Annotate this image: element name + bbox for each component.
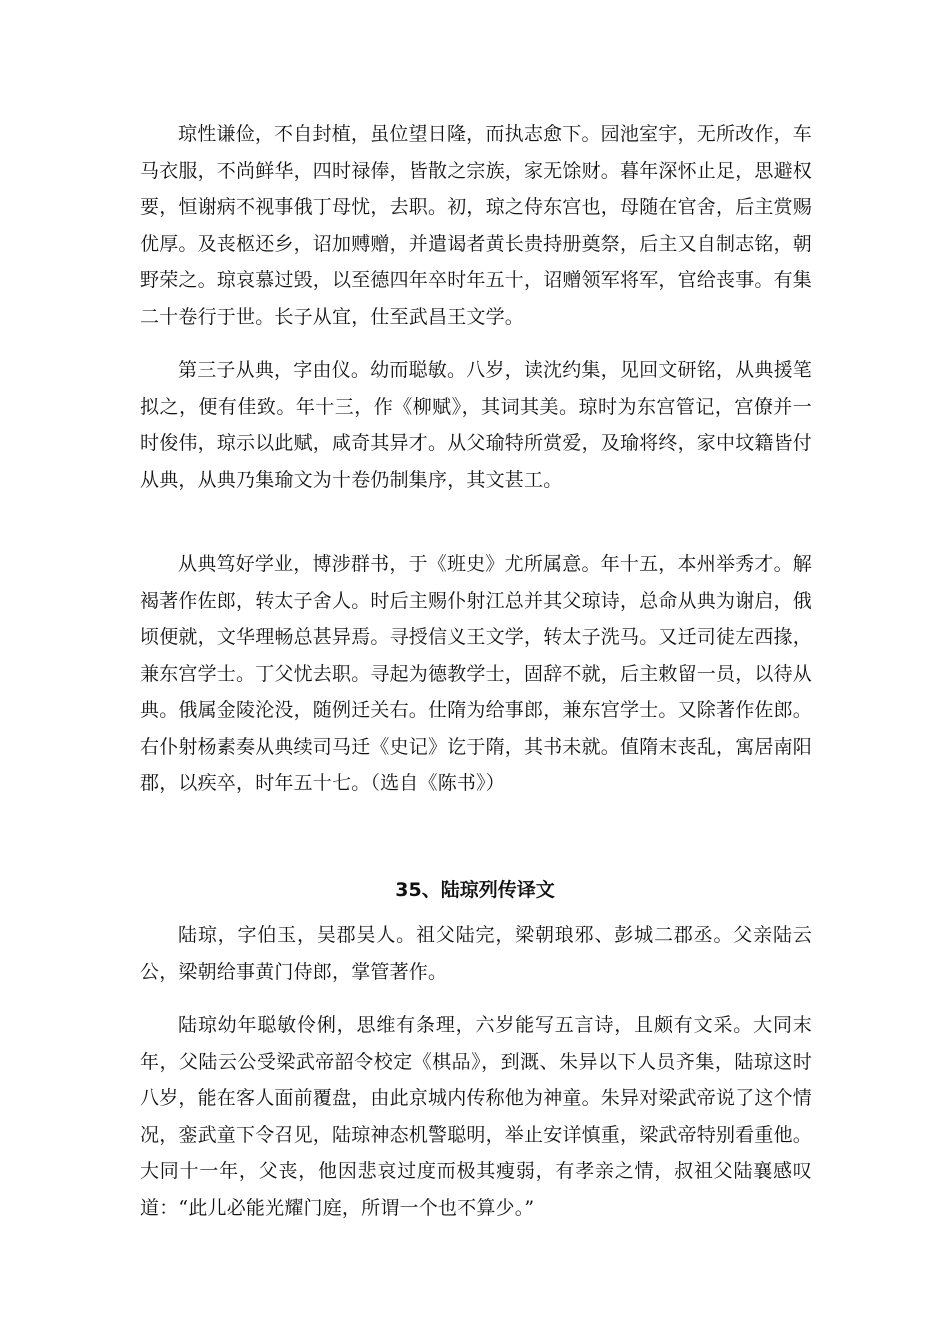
original-paragraph-3: 从典笃好学业，博涉群书，于《班史》尤所属意。年十五，本州举秀才。解褐著作佐郎，转太子舍人。时后主赐仆射江总并其父琼诗，总命从典为谢启，俄顷便就，文华理畅总甚异焉。寻授信义王文学，转太子洗马。又迁司徒左西掾，兼东宫学士。丁父忧去职。寻起为德教学士，固辞不就，后主敕留一员，以待从典。俄属金陵沦没，随例迁关右。仕隋为给事郎，兼东宫学士。又除著作佐郎。右仆射杨素奏从典续司马迁《史记》讫于隋，其书未就。值隋末丧乱，寓居南阳郡，以疾卒，时年五十七。（选自《陈书》） xyxy=(140,553,813,794)
original-paragraph-1: 琼性谦俭，不自封植，虽位望日隆，而执志愈下。园池室宇，无所改作，车马衣服，不尚鲜华，四时禄俸，皆散之宗族，家无馀财。暮年深怀止足，思避权要，恒谢病不视事俄丁母忧，去职。初，琼之侍东宫也，母随在官舍，后主赏赐优厚。及丧柩还乡，诏加赙赠，并遣谒者黄长贵持册奠祭，后主又自制志铭，朝野荣之。琼哀慕过毁，以至德四年卒时年五十，诏赠领军将军，官给丧事。有集二十卷行于世。长子从宜，仕至武昌王文学。 xyxy=(140,123,813,328)
translation-title: 35、陆琼列传译文 xyxy=(395,879,555,901)
translation-paragraph-1: 陆琼，字伯玉，吴郡吴人。祖父陆完，梁朝琅邪、彭城二郡丞。父亲陆云公，梁朝给事黄门侍郎，掌管著作。 xyxy=(140,924,812,983)
translation-paragraph-2: 陆琼幼年聪敏伶俐，思维有条理，六岁能写五言诗，且颇有文采。大同末年，父陆云公受梁武帝韶令校定《棋品》，到溉、朱异以下人员齐集，陆琼这时八岁，能在客人面前覆盘，由此京城内传称他为神童。朱异对梁武帝说了这个情况，銮武童下令召见，陆琼神态机警聪明，举止安详慎重，梁武帝特别看重他。大同十一年，父丧，他因悲哀过度而极其瘦弱，有孝亲之情，叔祖父陆襄感叹道：“此儿必能光耀门庭，所谓一个也不算少。” xyxy=(140,1014,813,1219)
original-paragraph-2: 第三子从典，字由仪。幼而聪敏。八岁，读沈约集，见回文研铭，从典援笔拟之，便有佳致。年十三，作《柳赋》，其词其美。琼时为东宫管记，宫僚并一时俊伟，琼示以此赋，咸奇其异才。从父瑜特所赏爱，及瑜将终，家中坟籍皆付从典，从典乃集瑜文为十卷仍制集序，其文甚工。 xyxy=(140,359,813,491)
